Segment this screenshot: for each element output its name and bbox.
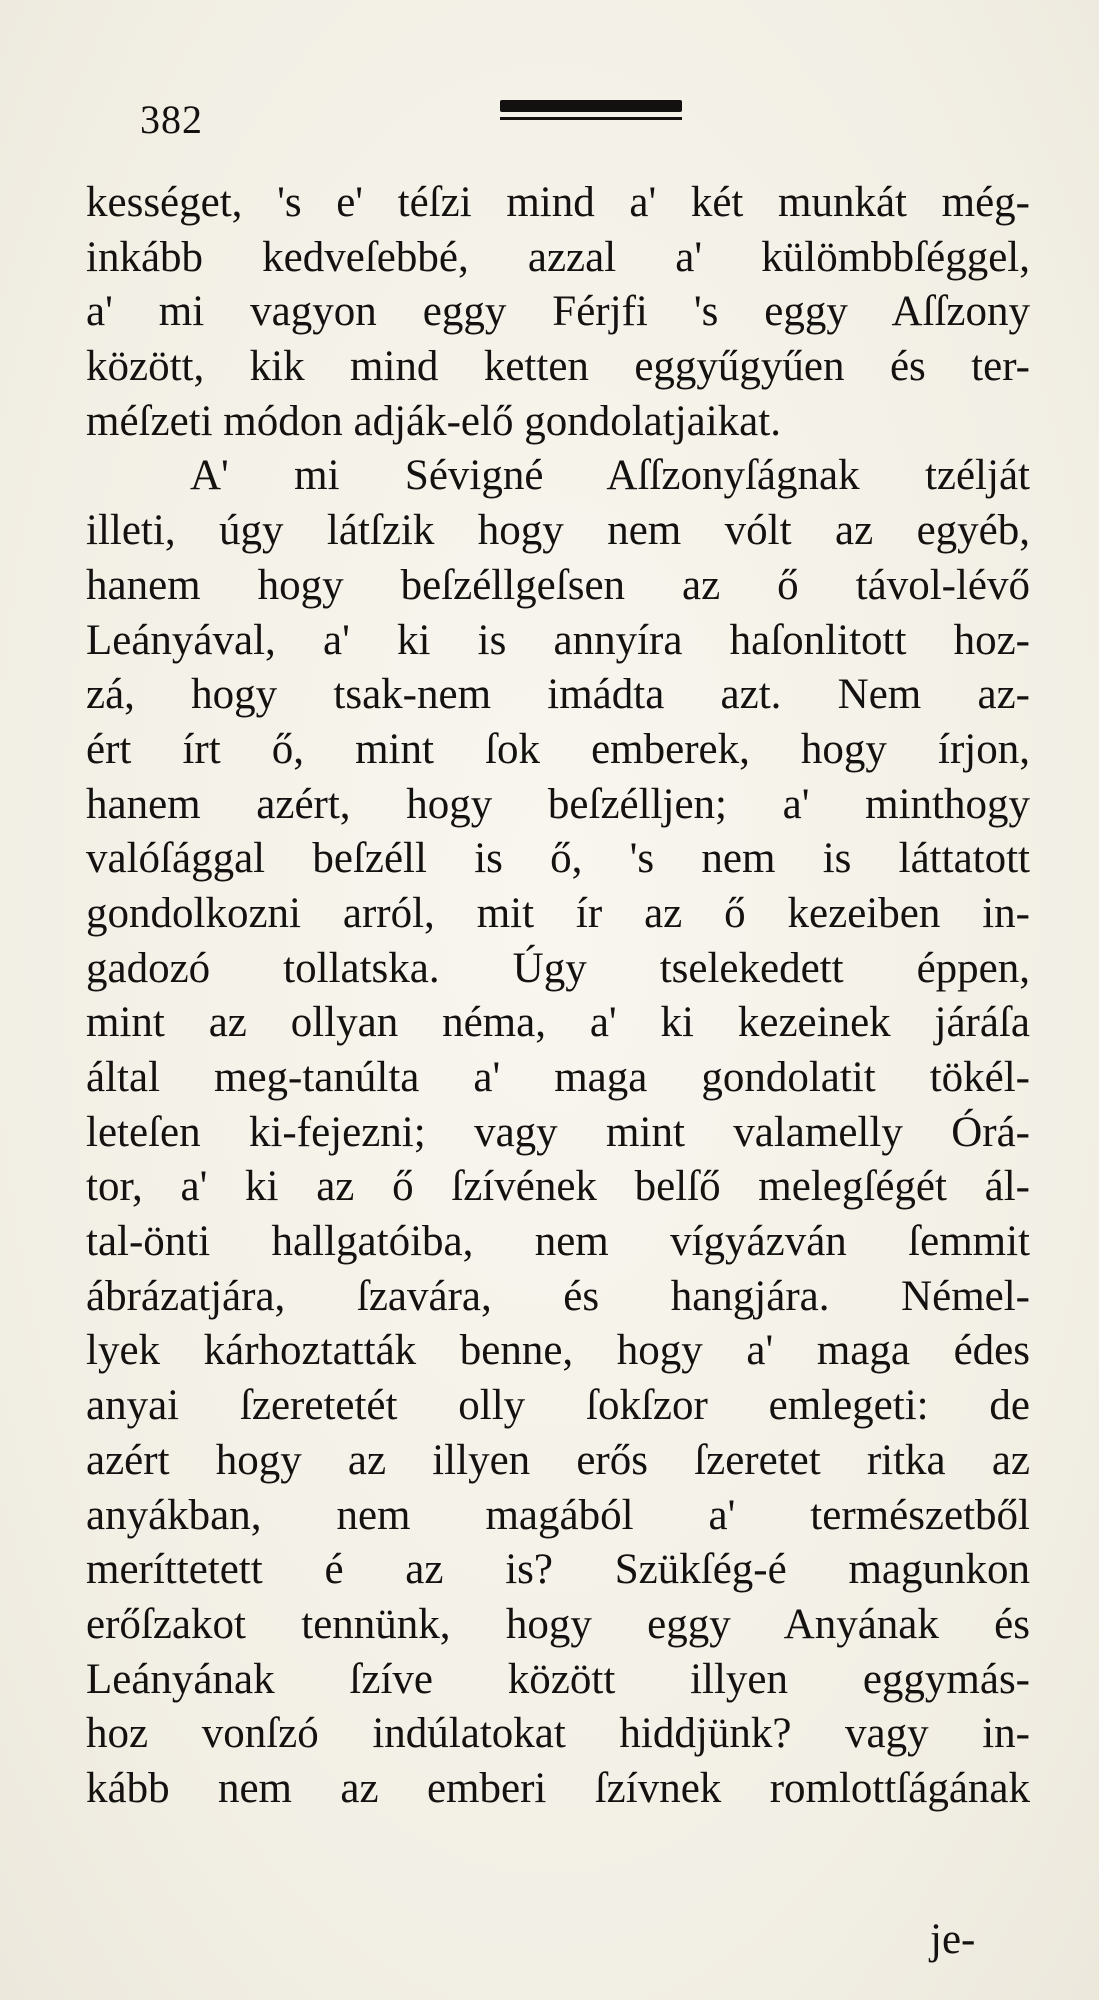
- text-line: méſzeti módon adják-elő gondolatjaikat.: [86, 397, 781, 445]
- text-line: hanem azért, hogy beſzélljen; a' minthogy: [86, 780, 1030, 828]
- text-line: a' mi vagyon eggy Férjfi 's eggy Aſſzony: [86, 288, 1030, 336]
- text-line: zá, hogy tsak-nem imádta azt. Nem az-: [86, 671, 1030, 719]
- text-line: tal-önti hallgatóiba, nem vígyázván ſemmit: [86, 1218, 1030, 1266]
- page-number: 382: [140, 97, 203, 142]
- text-line: között, kik mind ketten eggyűgyűen és ter-: [86, 343, 1030, 391]
- text-line: Leányával, a' ki is annyíra haſonlitott hoz-: [86, 616, 1030, 664]
- header-rule-thin: [500, 117, 682, 120]
- catchword: je-: [930, 1916, 976, 1963]
- text-line: tor, a' ki az ő ſzívének belſő melegſégét ál-: [86, 1163, 1030, 1211]
- text-line: azért hogy az illyen erős ſzeretet ritka az: [86, 1436, 1030, 1484]
- text-line: inkább kedveſebbé, azzal a' külömbbſéggel,: [86, 233, 1030, 281]
- text-line: mint az ollyan néma, a' ki kezeinek járáſa: [86, 999, 1030, 1047]
- text-line: gadozó tollatska. Úgy tselekedett éppen,: [86, 944, 1030, 992]
- text-line: erőſzakot tennünk, hogy eggy Anyának és: [86, 1600, 1030, 1648]
- text-line: kább nem az emberi ſzívnek romlottſágának: [86, 1764, 1030, 1812]
- text-line: meríttetett é az is? Szükſég-é magunkon: [86, 1546, 1030, 1594]
- text-line: ábrázatjára, ſzavára, és hangjára. Némel-: [86, 1272, 1030, 1320]
- text-line: anyai ſzeretetét olly ſokſzor emlegeti: de: [86, 1382, 1030, 1430]
- text-line: valóſággal beſzéll is ő, 's nem is láttatott: [86, 835, 1030, 883]
- text-line: leteſen ki-fejezni; vagy mint valamelly Órá-: [86, 1108, 1030, 1156]
- text-line: ért írt ő, mint ſok emberek, hogy írjon,: [86, 725, 1030, 773]
- text-line: anyákban, nem magából a' természetből: [86, 1491, 1030, 1539]
- text-line: hanem hogy beſzéllgeſsen az ő távol-lévő: [86, 561, 1030, 609]
- text-line: A' mi Sévigné Aſſzonyſágnak tzélját: [190, 452, 1030, 500]
- text-line: kességet, 's e' téſzi mind a' két munkát még-: [86, 179, 1030, 226]
- text-line: hoz vonſzó indúlatokat hiddjünk? vagy in-: [86, 1710, 1030, 1758]
- header-ornament-rule: [500, 100, 682, 122]
- text-line: által meg-tanúlta a' maga gondolatit tökél-: [86, 1054, 1030, 1101]
- text-line: lyek kárhoztatták benne, hogy a' maga édes: [86, 1327, 1030, 1375]
- text-line: gondolkozni arról, mit ír az ő kezeiben in-: [86, 889, 1030, 937]
- header-rule-thick: [500, 100, 682, 112]
- text-line: Leányának ſzíve között illyen eggymás-: [86, 1655, 1030, 1703]
- body-text: [86, 176, 1030, 1817]
- text-line: illeti, úgy látſzik hogy nem vólt az egyéb,: [86, 507, 1030, 555]
